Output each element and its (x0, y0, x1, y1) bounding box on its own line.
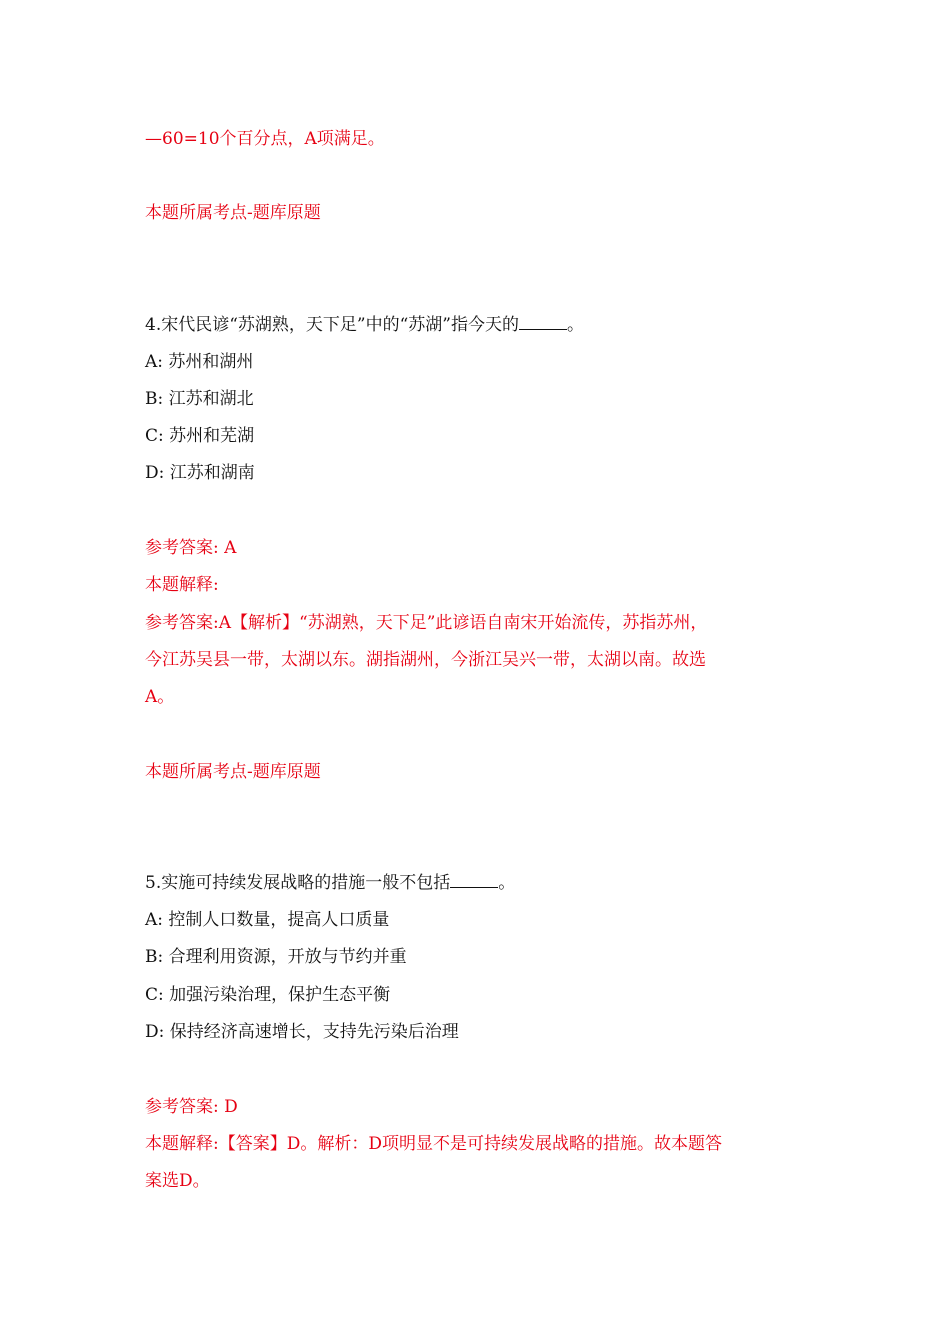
q4-answer-blank (519, 314, 567, 330)
q4-answer: 参考答案: A (145, 538, 237, 558)
q4-option-c: C: 苏州和芜湖 (145, 426, 255, 446)
q4-explain-line-3: A。 (145, 687, 175, 707)
q4-stem (145, 313, 584, 337)
q4-stem-text: 4.宋代民谚“苏湖熟，天下足”中的“苏湖”指今天的 (145, 315, 519, 335)
q4-option-a: A: 苏州和湖州 (145, 352, 254, 372)
q4-option-b: B: 江苏和湖北 (145, 389, 254, 409)
q5-option-c: C: 加强污染治理，保护生态平衡 (145, 985, 391, 1005)
q5-explain-line-2: 案选D。 (145, 1171, 210, 1191)
prev-source-note: 本题所属考点-题库原题 (145, 203, 321, 223)
q5-answer: 参考答案: D (145, 1097, 238, 1117)
q4-explain-label: 本题解释: (145, 575, 219, 595)
q4-explain-line-2: 今江苏吴县一带，太湖以东。湖指湖州，今浙江吴兴一带，太湖以南。故选 (145, 650, 706, 670)
q4-explain-line-1: 参考答案:A【解析】“苏湖熟，天下足”此谚语自南宋开始流传，苏指苏州， (145, 613, 708, 633)
q5-option-a: A: 控制人口数量，提高人口质量 (145, 910, 390, 930)
q4-stem-end: 。 (566, 315, 584, 335)
q5-option-d: D: 保持经济高速增长，支持先污染后治理 (145, 1022, 459, 1042)
q5-stem (145, 871, 515, 895)
q5-answer-blank (450, 872, 498, 888)
q5-option-b: B: 合理利用资源，开放与节约并重 (145, 947, 407, 967)
q5-explain-line-1: 本题解释:【答案】D。解析：D项明显不是可持续发展战略的措施。故本题答 (145, 1134, 722, 1154)
q5-stem-end: 。 (498, 873, 516, 893)
q4-option-d: D: 江苏和湖南 (145, 463, 255, 483)
q5-stem-text: 5.实施可持续发展战略的措施一般不包括 (145, 873, 451, 893)
q4-source-note: 本题所属考点-题库原题 (145, 762, 321, 782)
prev-analysis-end: —60=10个百分点，A项满足。 (145, 129, 385, 149)
